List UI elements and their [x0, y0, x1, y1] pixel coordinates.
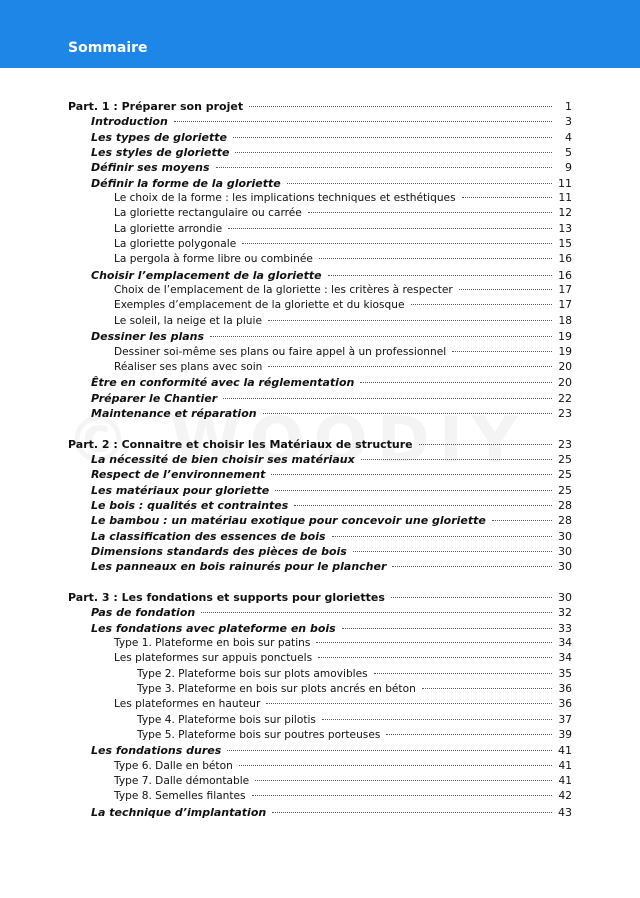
toc-entry-l1[interactable]	[68, 452, 572, 467]
toc-entry-l2[interactable]	[68, 298, 572, 313]
toc-page-number: 30	[558, 560, 572, 574]
toc-entry-l1[interactable]	[68, 605, 572, 620]
dot-leader	[242, 243, 552, 244]
toc-page-number: 34	[558, 637, 572, 650]
toc-entry-l2[interactable]	[68, 191, 572, 206]
toc-entry-title: Type 7. Dalle démontable	[114, 775, 250, 788]
toc-page-number: 25	[558, 468, 572, 482]
toc-page-number: 9	[565, 161, 572, 175]
page-title: Sommaire	[68, 40, 148, 56]
toc-entry-title: Type 2. Plateforme bois sur plots amovibles	[137, 667, 368, 680]
toc-entry-l2[interactable]	[68, 360, 572, 375]
dot-leader	[392, 566, 552, 567]
toc-entry-title: Maintenance et réparation	[91, 406, 257, 420]
toc-page-number: 41	[558, 744, 572, 758]
toc-entry-l2[interactable]	[68, 206, 572, 221]
toc-entry-title: Les panneaux en bois rainurés pour le plancher	[91, 560, 387, 574]
toc-entry-title: Choix de l’emplacement de la gloriette : les critères à respecter	[114, 284, 453, 297]
toc-entry-title: Type 4. Plateforme bois sur pilotis	[137, 713, 316, 726]
toc-page-number: 41	[558, 775, 572, 788]
toc-entry-l2[interactable]	[68, 345, 572, 360]
toc-entry-l2[interactable]	[68, 759, 572, 774]
dot-leader	[266, 703, 552, 704]
toc-entry-title: La classification des essences de bois	[91, 529, 326, 543]
dot-leader	[462, 197, 552, 198]
dot-leader	[492, 520, 552, 521]
toc-entry-title: Les types de gloriette	[91, 130, 227, 144]
toc-page-number: 30	[558, 544, 572, 558]
toc-entry-l1[interactable]	[68, 130, 572, 145]
dot-leader	[272, 812, 552, 813]
toc-entry-title: Définir ses moyens	[91, 161, 210, 175]
toc-entry-l1[interactable]	[68, 559, 572, 574]
toc-entry-title: Le choix de la forme : les implications techniques et esthétiques	[114, 192, 456, 205]
dot-leader	[411, 304, 552, 305]
toc-entry-title: Les fondations avec plateforme en bois	[91, 621, 336, 635]
toc-page-number: 19	[558, 330, 572, 344]
toc-page-number: 13	[558, 222, 572, 235]
toc-entry-title: Type 5. Plateforme bois sur poutres porteuses	[137, 729, 381, 742]
toc-page-number: 25	[558, 483, 572, 497]
toc-entry-title: Les matériaux pour gloriette	[91, 483, 270, 497]
toc-page-number: 16	[558, 268, 572, 282]
toc-page-number: 16	[558, 253, 572, 266]
toc-entry-title: Part. 2 : Connaitre et choisir les Matériaux de structure	[68, 437, 413, 451]
toc-page-number: 43	[558, 805, 572, 819]
dot-leader	[391, 597, 552, 598]
toc-entry-title: Type 3. Plateforme en bois sur plots ancrés en béton	[137, 683, 416, 696]
dot-leader	[452, 351, 552, 352]
toc-entry-l1[interactable]	[68, 329, 572, 344]
dot-leader	[255, 780, 552, 781]
toc-entry-l1[interactable]	[68, 268, 572, 283]
section-gap	[68, 421, 572, 436]
toc-page-number: 17	[558, 299, 572, 312]
toc-page-number: 12	[558, 207, 572, 220]
dot-leader	[275, 490, 552, 491]
dot-leader	[223, 398, 552, 399]
dot-leader	[235, 152, 552, 153]
dot-leader	[459, 289, 552, 290]
toc-entry-l2[interactable]	[68, 651, 572, 666]
toc-entry-title: Dimensions standards des pièces de bois	[91, 544, 347, 558]
dot-leader	[174, 121, 552, 122]
toc-entry-l1[interactable]	[68, 145, 572, 160]
toc-entry-title: Préparer le Chantier	[91, 391, 218, 405]
toc-entry-title: Le bois : qualités et contraintes	[91, 498, 289, 512]
dot-leader	[342, 628, 552, 629]
dot-leader	[361, 459, 552, 460]
toc-entry-title: Les styles de gloriette	[91, 146, 230, 160]
toc-page-number: 36	[558, 698, 572, 711]
toc-page-number: 32	[558, 606, 572, 620]
toc-page-number: 11	[558, 176, 572, 190]
toc-entry-title: Exemples d’emplacement de la gloriette et du kiosque	[114, 299, 405, 312]
toc-entry-title: Les plateformes en hauteur	[114, 698, 261, 711]
dot-leader	[287, 183, 552, 184]
toc-entry-title: Dessiner les plans	[91, 330, 205, 344]
toc-entry-title: Type 8. Semelles filantes	[114, 790, 246, 803]
toc-entry-title: La nécessité de bien choisir ses matériaux	[91, 452, 355, 466]
toc-entry-l2[interactable]	[68, 252, 572, 267]
toc-page-number: 33	[558, 621, 572, 635]
toc-entry-title: Introduction	[91, 115, 168, 129]
toc-page-number: 34	[558, 652, 572, 665]
toc-page-number: 22	[558, 391, 572, 405]
toc-entry-l1[interactable]	[68, 467, 572, 482]
dot-leader	[210, 336, 552, 337]
toc-entry-title: Choisir l’emplacement de la gloriette	[91, 268, 322, 282]
header-bar	[0, 0, 640, 68]
toc-page-number: 30	[558, 591, 572, 604]
toc-entry-title: La gloriette polygonale	[114, 238, 237, 251]
toc-page-number: 19	[558, 345, 572, 358]
dot-leader	[268, 320, 552, 321]
toc-entry-title: Les plateformes sur appuis ponctuels	[114, 652, 313, 665]
toc-page-number: 28	[558, 498, 572, 512]
toc-page-number: 23	[558, 406, 572, 420]
toc-entry-l3[interactable]	[68, 667, 572, 682]
toc-entry-l2[interactable]	[68, 237, 572, 252]
toc-entry-l2[interactable]	[68, 789, 572, 804]
dot-leader	[322, 719, 552, 720]
toc-entry-title: La gloriette arrondie	[114, 222, 223, 235]
toc-entry-title: Part. 1 : Préparer son projet	[68, 100, 244, 113]
toc-page-number: 41	[558, 759, 572, 772]
dot-leader	[360, 382, 552, 383]
dot-leader	[252, 795, 552, 796]
toc-page-number: 11	[558, 192, 572, 205]
toc-entry-l1[interactable]	[68, 406, 572, 421]
toc-page-number: 15	[558, 238, 572, 251]
dot-leader	[249, 106, 552, 107]
toc-entry-l1[interactable]	[68, 391, 572, 406]
toc-entry-title: Type 6. Dalle en béton	[114, 759, 233, 772]
toc-page-number: 18	[558, 314, 572, 327]
toc-entry-title: Pas de fondation	[91, 606, 196, 620]
dot-leader	[227, 750, 552, 751]
dot-leader	[316, 642, 552, 643]
toc-page-number: 28	[558, 514, 572, 528]
toc-entry-l1[interactable]	[68, 483, 572, 498]
toc-entry-l1[interactable]	[68, 513, 572, 528]
dot-leader	[319, 258, 552, 259]
toc-entry-l2[interactable]	[68, 314, 572, 329]
toc-entry-title: Part. 3 : Les fondations et supports pour gloriettes	[68, 591, 385, 604]
toc-page-number: 3	[565, 115, 572, 129]
toc-page-number: 17	[558, 284, 572, 297]
toc-entry-l2[interactable]	[68, 222, 572, 237]
toc-entry-l1[interactable]	[68, 176, 572, 191]
toc-entry-l2[interactable]	[68, 697, 572, 712]
toc-entry-title: Les fondations dures	[91, 744, 222, 758]
dot-leader	[201, 612, 552, 613]
dot-leader	[294, 505, 552, 506]
toc-entry-title: Le soleil, la neige et la pluie	[114, 314, 262, 327]
toc-entry-l2[interactable]	[68, 283, 572, 298]
toc-entry-title: Dessiner soi-même ses plans ou faire appel à un professionnel	[114, 345, 447, 358]
dot-leader	[268, 366, 552, 367]
toc-page-number: 39	[558, 729, 572, 742]
toc-page-number: 5	[565, 146, 572, 160]
toc-entry-l3[interactable]	[68, 713, 572, 728]
toc-page-number: 42	[558, 790, 572, 803]
toc-entry-title: Le bambou : un matériau exotique pour concevoir une gloriette	[91, 514, 486, 528]
table-of-contents	[68, 99, 572, 820]
dot-leader	[419, 444, 552, 445]
toc-entry-part[interactable]	[68, 99, 572, 114]
toc-entry-l1[interactable]	[68, 805, 572, 820]
dot-leader	[332, 536, 552, 537]
toc-entry-title: Être en conformité avec la réglementation	[91, 376, 355, 390]
toc-page-number: 1	[565, 100, 572, 113]
dot-leader	[353, 551, 552, 552]
dot-leader	[233, 137, 552, 138]
toc-entry-l3[interactable]	[68, 728, 572, 743]
toc-entry-title: La gloriette rectangulaire ou carrée	[114, 207, 302, 220]
section-gap	[68, 575, 572, 590]
dot-leader	[271, 474, 552, 475]
toc-page-number: 37	[558, 713, 572, 726]
toc-entry-part[interactable]	[68, 437, 572, 452]
toc-page-number: 30	[558, 529, 572, 543]
toc-entry-l1[interactable]	[68, 743, 572, 758]
toc-entry-l1[interactable]	[68, 114, 572, 129]
dot-leader	[318, 657, 552, 658]
toc-entry-title: Type 1. Plateforme en bois sur patins	[114, 637, 311, 650]
toc-entry-l1[interactable]	[68, 529, 572, 544]
toc-entry-l1[interactable]	[68, 544, 572, 559]
toc-entry-l1[interactable]	[68, 375, 572, 390]
dot-leader	[386, 734, 552, 735]
toc-entry-part[interactable]	[68, 590, 572, 605]
toc-entry-title: Réaliser ses plans avec soin	[114, 360, 263, 373]
toc-page-number: 25	[558, 452, 572, 466]
toc-page-number: 23	[558, 437, 572, 451]
dot-leader	[328, 275, 552, 276]
toc-entry-l2[interactable]	[68, 774, 572, 789]
toc-entry-l1[interactable]	[68, 498, 572, 513]
toc-page-number: 20	[558, 376, 572, 390]
dot-leader	[374, 673, 552, 674]
toc-page-number: 20	[558, 360, 572, 373]
toc-entry-l2[interactable]	[68, 636, 572, 651]
toc-entry-title: La pergola à forme libre ou combinée	[114, 253, 313, 266]
dot-leader	[422, 688, 552, 689]
toc-entry-l1[interactable]	[68, 160, 572, 175]
toc-entry-title: Définir la forme de la gloriette	[91, 176, 281, 190]
toc-page-number: 36	[558, 683, 572, 696]
toc-entry-l1[interactable]	[68, 621, 572, 636]
dot-leader	[216, 167, 552, 168]
dot-leader	[228, 228, 552, 229]
dot-leader	[263, 413, 552, 414]
toc-entry-title: Respect de l’environnement	[91, 468, 266, 482]
toc-entry-title: La technique d’implantation	[91, 805, 267, 819]
toc-page-number: 4	[565, 130, 572, 144]
toc-page-number: 35	[558, 667, 572, 680]
toc-entry-l3[interactable]	[68, 682, 572, 697]
dot-leader	[308, 212, 552, 213]
dot-leader	[239, 765, 552, 766]
